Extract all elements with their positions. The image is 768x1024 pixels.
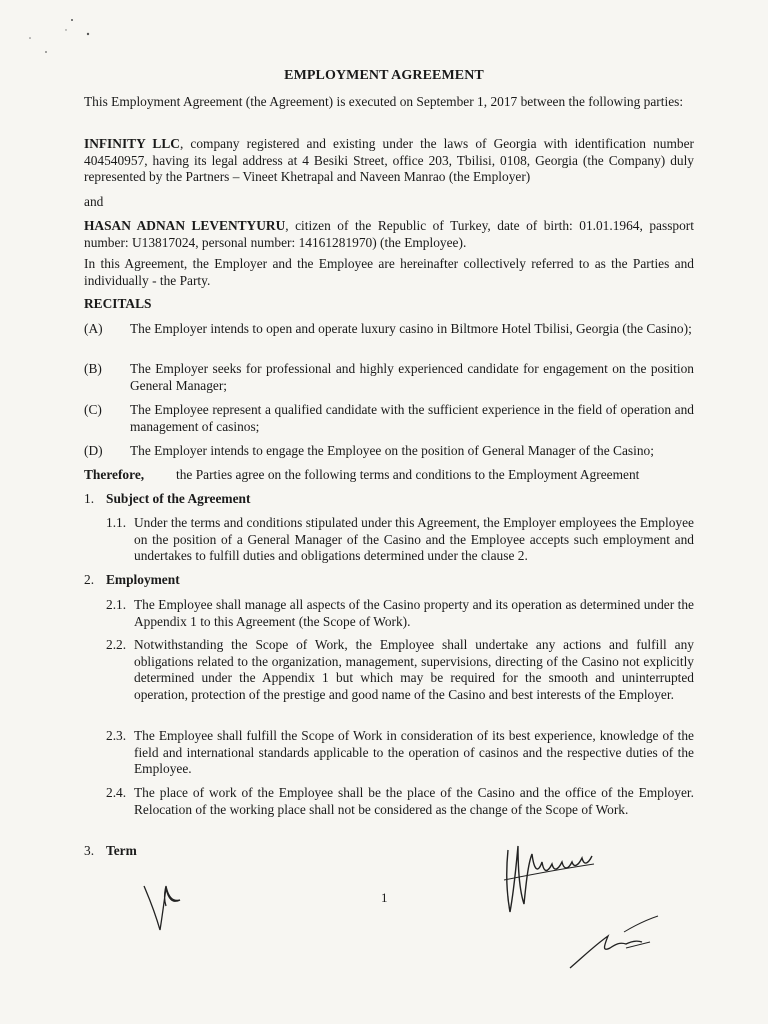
section-heading bbox=[84, 843, 137, 860]
document-title: EMPLOYMENT AGREEMENT bbox=[284, 68, 484, 83]
intro-paragraph: This Employment Agreement (the Agreement) is executed on September 1, 2017 between the following parties: bbox=[84, 94, 684, 109]
recital-text: The Employer intends to engage the Employee on the position of General Manager of the Casino; bbox=[130, 443, 654, 458]
company-name: INFINITY LLC bbox=[84, 136, 180, 151]
signature-lower-right bbox=[564, 912, 664, 972]
signature-initials-left bbox=[140, 878, 190, 938]
section-number: 2. bbox=[84, 572, 95, 587]
section-title: Employment bbox=[106, 572, 180, 587]
recitals-heading: RECITALS bbox=[84, 296, 152, 311]
clause-text: The place of work of the Employee shall be the place of the Casino and the office of the Employer. Relocation of the working place shall not be considered as the change of the Scope of Work. bbox=[134, 785, 694, 817]
section-heading bbox=[84, 572, 180, 589]
section-number: 3. bbox=[84, 843, 95, 858]
employee-details: , citizen of the Republic of Turkey, date of birth: 01.01.1964, passport number: U13817024, personal number: 14161281970) (the Employee). bbox=[84, 218, 694, 250]
clause-text: Under the terms and conditions stipulated under this Agreement, the Employer employees the Employee on the position of a General Manager of the Casino and the Employee accepts such employment and undertakes to fulfill duties and obligations determined under the clause 2. bbox=[134, 515, 694, 563]
section-title: Subject of the Agreement bbox=[106, 491, 251, 506]
recital-text: The Employer intends to open and operate luxury casino in Biltmore Hotel Tbilisi, Georgia (the Casino); bbox=[130, 321, 692, 336]
company-details: , company registered and existing under the laws of Georgia with identification number 404540957, having its legal address at 4 Besiki Street, office 203, Tbilisi, 0108, Georgia (the Company) duly represented by the Partners – Vineet Khetrapal and Naveen Manrao (the Employer) bbox=[84, 136, 695, 184]
clause-number: 2.4. bbox=[106, 785, 127, 800]
therefore-text: the Parties agree on the following terms and conditions to the Employment Agreement bbox=[176, 467, 640, 482]
recital-tag: (D) bbox=[84, 443, 103, 458]
employee-name: HASAN ADNAN LEVENTYURU bbox=[84, 218, 286, 233]
therefore-label: Therefore, bbox=[84, 467, 145, 482]
employee-paragraph bbox=[84, 218, 694, 251]
recital-text: The Employer seeks for professional and highly experienced candidate for engagement on the position General Manager; bbox=[130, 361, 694, 393]
page-number: 1 bbox=[381, 890, 388, 905]
and-text: and bbox=[84, 194, 104, 209]
clause-number: 2.1. bbox=[106, 597, 127, 612]
section-title: Term bbox=[106, 843, 137, 858]
clause-number: 1.1. bbox=[106, 515, 127, 530]
recital-text: The Employee represent a qualified candidate with the sufficient experience in the field of operation and management of casinos; bbox=[130, 402, 694, 434]
clause-text: The Employee shall manage all aspects of the Casino property and its operation as determined under the Appendix 1 to this Agreement (the Scope of Work). bbox=[134, 597, 694, 629]
recital-tag: (B) bbox=[84, 361, 102, 376]
section-number: 1. bbox=[84, 491, 95, 506]
clause-text: Notwithstanding the Scope of Work, the Employee shall undertake any actions and fulfill any obligations related to the organization, management, supervisions, directing of the Casino not explicitly determined under the Appendix 1 but which may be required for the smooth and uninterrupted operation, protection of the prestige and good name of the Casino and best interests of the Employer. bbox=[134, 637, 694, 702]
section-heading bbox=[84, 491, 250, 508]
clause-number: 2.3. bbox=[106, 728, 127, 743]
company-paragraph bbox=[84, 136, 694, 186]
clause-number: 2.2. bbox=[106, 637, 127, 652]
recital-tag: (C) bbox=[84, 402, 102, 417]
parties-paragraph: In this Agreement, the Employer and the Employee are hereinafter collectively referred to as the Parties and individually - the Party. bbox=[84, 256, 694, 288]
clause-text: The Employee shall fulfill the Scope of Work in consideration of its best experience, knowledge of the field and international standards applicable to the operation of casinos and the respective duties of the Employee. bbox=[134, 728, 694, 776]
therefore-line bbox=[84, 467, 704, 484]
recital-tag: (A) bbox=[84, 321, 103, 336]
signature-main bbox=[494, 840, 604, 920]
scan-specks bbox=[18, 14, 98, 58]
